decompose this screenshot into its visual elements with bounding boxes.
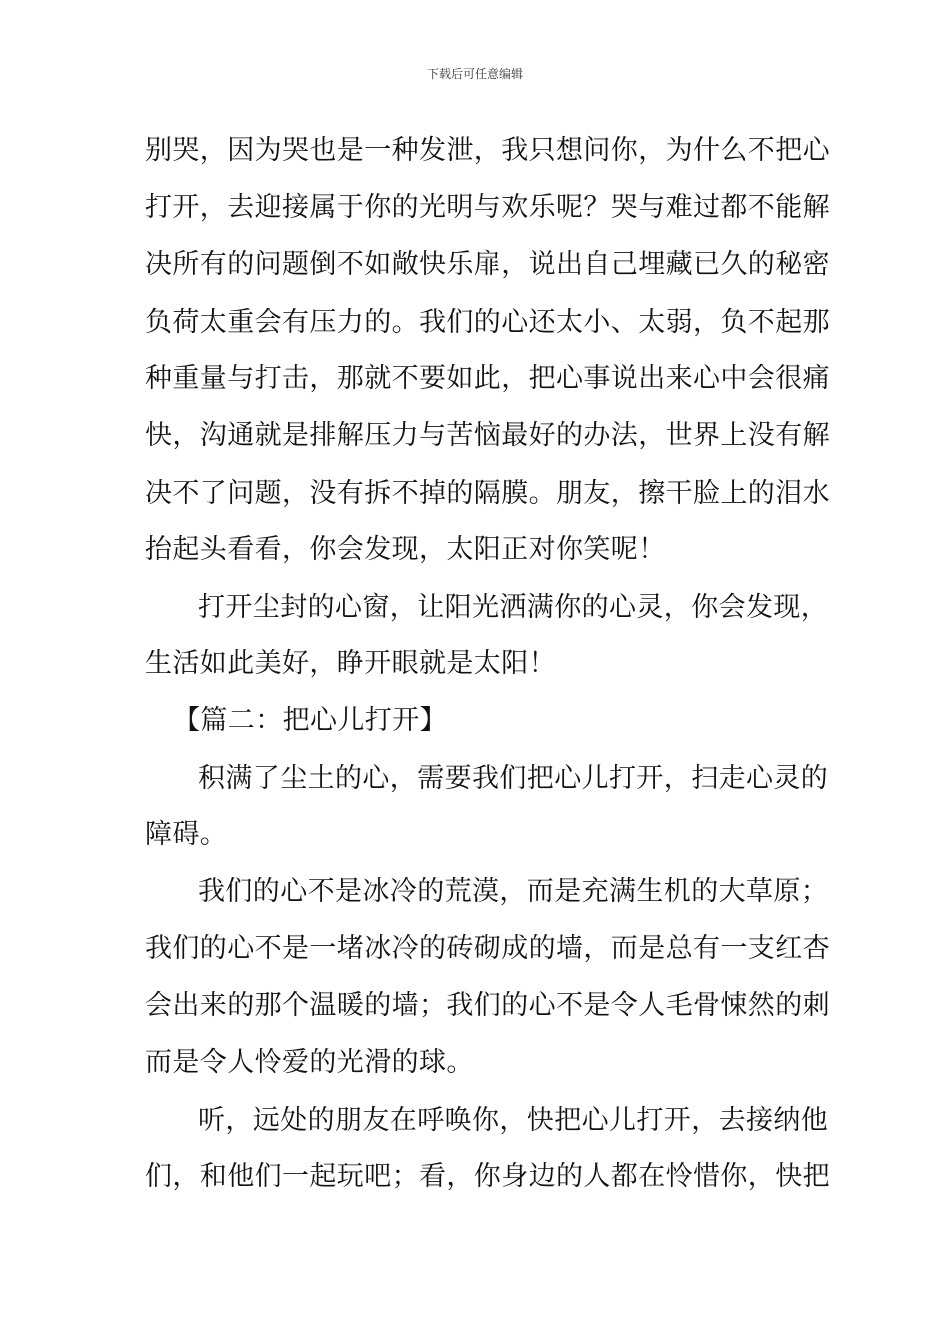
text-line: 而是令人怜爱的光滑的球。 xyxy=(145,1047,474,1078)
text-line: 快，沟通就是排解压力与苦恼最好的办法，世界上没有解 xyxy=(145,420,830,451)
text-line: 抬起头看看，你会发现，太阳正对你笑呢！ xyxy=(145,534,666,565)
text-line: 生活如此美好，睁开眼就是太阳！ xyxy=(145,648,556,679)
text-line: 障碍。 xyxy=(145,819,228,850)
text-line: 决所有的问题倒不如敞快乐扉，说出自己埋藏已久的秘密 xyxy=(145,249,830,280)
section-heading: 【篇二：把心儿打开】 xyxy=(173,705,447,736)
paragraph-first-line: 打开尘封的心窗，让阳光洒满你的心灵，你会发现， xyxy=(198,592,829,623)
text-line: 打开，去迎接属于你的光明与欢乐呢？哭与难过都不能解 xyxy=(145,192,830,223)
text-line: 会出来的那个温暖的墙；我们的心不是令人毛骨悚然的刺 xyxy=(145,990,830,1021)
text-line: 别哭，因为哭也是一种发泄，我只想问你，为什么不把心 xyxy=(145,135,830,166)
text-line: 负荷太重会有压力的。我们的心还太小、太弱，负不起那 xyxy=(145,307,830,338)
header-note: 下载后可任意编辑 xyxy=(426,67,523,81)
text-line: 决不了问题，没有拆不掉的隔膜。朋友，擦干脸上的泪水 xyxy=(145,478,830,509)
text-line: 们，和他们一起玩吧；看，你身边的人都在怜惜你，快把 xyxy=(145,1161,830,1192)
paragraph-first-line: 积满了尘土的心，需要我们把心儿打开，扫走心灵的 xyxy=(198,763,829,794)
text-line: 种重量与打击，那就不要如此，把心事说出来心中会很痛 xyxy=(145,363,830,394)
paragraph-first-line: 我们的心不是冰冷的荒漠，而是充满生机的大草原； xyxy=(198,876,829,907)
text-line: 我们的心不是一堵冰冷的砖砌成的墙，而是总有一支红杏 xyxy=(145,933,830,964)
paragraph-first-line: 听，远处的朋友在呼唤你，快把心儿打开，去接纳他 xyxy=(198,1105,829,1136)
